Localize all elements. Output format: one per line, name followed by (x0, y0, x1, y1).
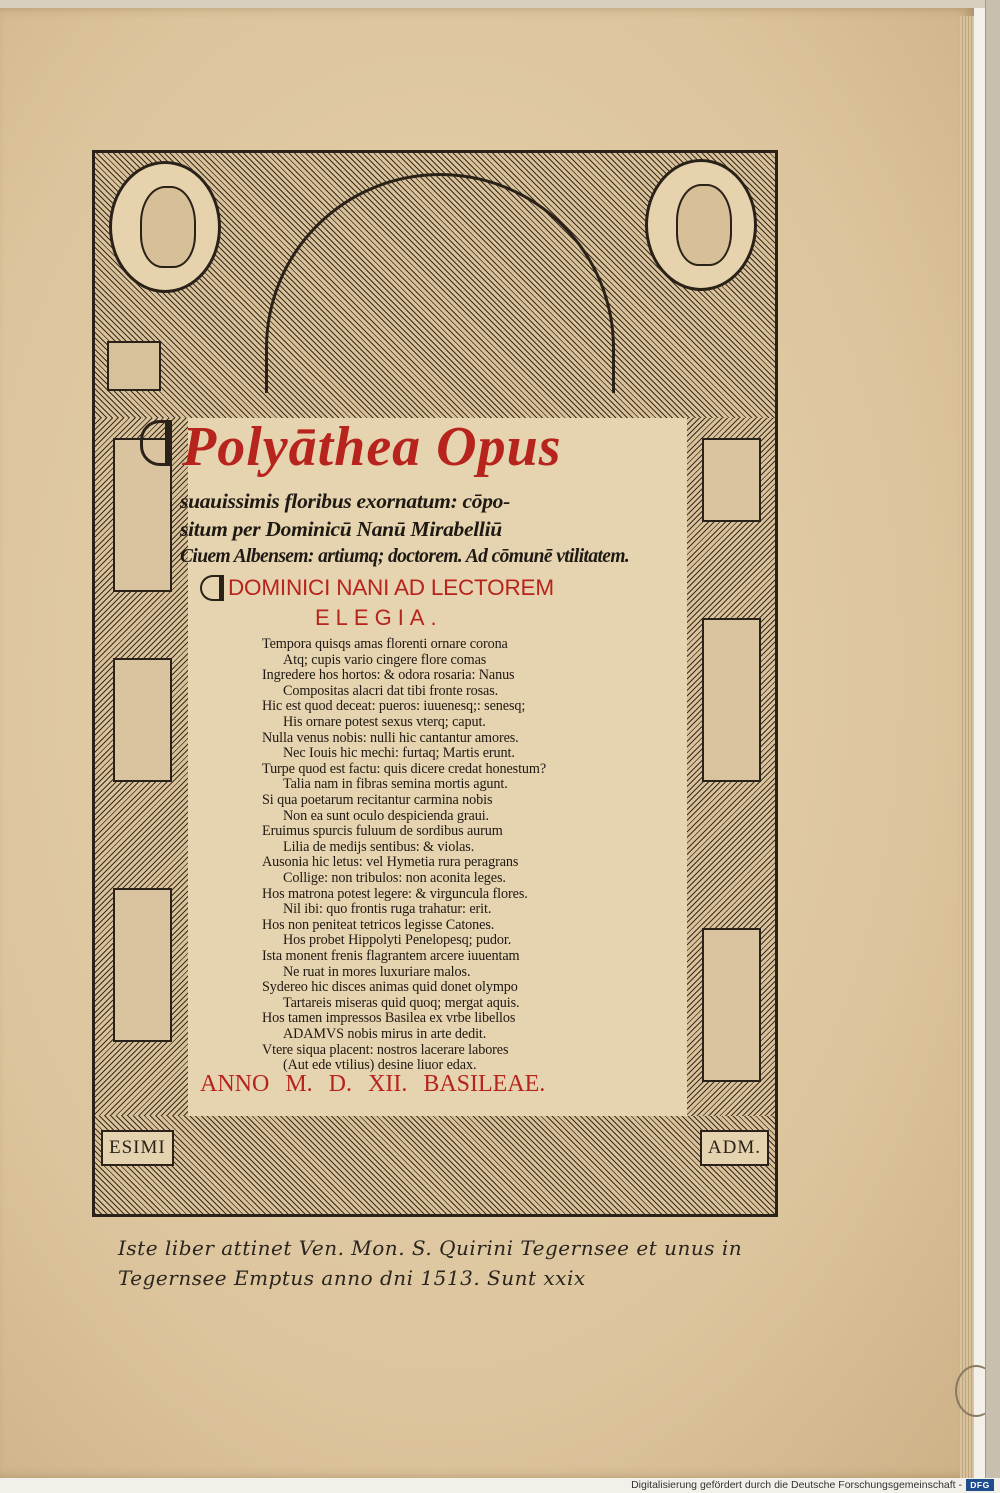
dfg-logo: DFG (966, 1479, 994, 1491)
left-portrait-medallion (109, 161, 221, 293)
cherub-ornament-icon (702, 438, 761, 522)
poem-line: (Aut ede vtilius) desine liuor edax. (283, 1057, 477, 1074)
poem-line: Ne ruat in mores luxuriare malos. (283, 963, 471, 980)
monogram-icon (107, 341, 161, 391)
poem-line: Ausonia hic letus: vel Hymetia rura peragrans (262, 854, 519, 871)
footer-credit: Digitalisierung gefördert durch die Deutsche Forschungsgemeinschaft - (631, 1479, 962, 1491)
woodcut-bottom-panel (95, 1116, 775, 1214)
cup-ornament-icon (113, 888, 172, 1042)
poem-line: Hos non peniteat tetricos legisse Catones. (262, 916, 495, 933)
poem-line: Non ea sunt oculo despicienda graui. (283, 807, 489, 824)
subtitle-line: suauissimis floribus exornatum: cōpo- (180, 489, 510, 513)
ornamental-arch (265, 173, 615, 393)
poem-line: Ista monent frenis flagrantem arcere iuuentam (262, 948, 520, 964)
pineapple-ornament-icon (113, 658, 172, 782)
poem-line: Nil ibi: quo frontis ruga trahatur: erit. (283, 901, 492, 918)
woodcut-left-column (95, 418, 188, 1118)
poem-line: Tempora quisqs amas florenti ornare corona (262, 636, 508, 652)
poem-line: Nec Iouis hic mechi: furtaq; Martis erunt. (283, 745, 515, 762)
subtitle-line: Ciuem Albensem: artiumq; doctorem. Ad cōmunē vtilitatem. (180, 546, 630, 567)
mask-ornament-icon (702, 928, 761, 1082)
poem-line: Lilia de medijs sentibus: & violas. (283, 838, 475, 855)
viewer-scroll-edge (985, 0, 1000, 1480)
footer (0, 1478, 1000, 1493)
pilcrow-icon (140, 420, 172, 466)
colophon: ANNO M. D. XII. BASILEAE. (200, 1071, 546, 1097)
poem-line: Si qua poetarum recitantur carmina nobis (262, 792, 493, 808)
poem-line: Compositas alacri dat tibi fronte rosas. (283, 682, 499, 699)
viewer-top-bar (0, 0, 1000, 8)
portrait-icon (140, 186, 196, 268)
poem-line: Eruimus spurcis fuluum de sordibus aurum (262, 823, 503, 840)
section-subheading: ELEGIA. (315, 605, 443, 630)
poem-line: Hos matrona potest legere: & virguncula flores. (262, 885, 528, 902)
poem-line: ADAMVS nobis mirus in arte dedit. (283, 1026, 487, 1042)
poem-line: His ornare potest sexus vterq; caput. (283, 714, 486, 730)
poem-line: Talia nam in fibras semina mortis agunt. (283, 776, 508, 793)
urn-ornament-icon (702, 618, 761, 782)
page-title: Polyāthea Opus (140, 420, 690, 474)
right-portrait-medallion (645, 159, 757, 291)
woodcut-plate-right: ADM. (700, 1130, 769, 1166)
poem-line: Hos tamen impressos Basilea ex vrbe libellos (262, 1010, 516, 1027)
page-edge (960, 16, 974, 1486)
poem-line: Collige: non tribulos: non aconita leges. (283, 870, 506, 886)
handwritten-note-line: Iste liber attinet Ven. Mon. S. Quirini Tegernsee et unus in (118, 1236, 743, 1260)
woodcut-right-column (687, 418, 775, 1118)
poem-line: Ingredere hos hortos: & odora rosaria: Nanus (262, 667, 515, 684)
woodcut-top-panel (95, 153, 775, 418)
poem-line: Sydereo hic disces animas quid donet olympo (262, 979, 518, 996)
section-heading: DOMINICI NANI AD LECTOREM (200, 575, 700, 601)
poem-line: Atq; cupis vario cingere flore comas (283, 651, 487, 668)
poem-line: Nulla venus nobis: nulli hic cantantur amores. (262, 729, 519, 746)
poem-line: Turpe quod est factu: quis dicere credat honestum? (262, 760, 547, 777)
poem-line: Tartareis miseras quid quoq; mergat aquis. (283, 994, 520, 1011)
handwritten-note-line: Tegernsee Emptus anno dni 1513. Sunt xxix (118, 1266, 586, 1290)
poem-line: Hic est quod deceat: pueros: iuuenesq;: senesq; (262, 698, 526, 715)
woodcut-plate-left: ESIMI (101, 1130, 174, 1166)
pilcrow-icon (200, 575, 224, 601)
portrait-icon (676, 184, 732, 266)
poem-line: Hos probet Hippolyti Penelopesq; pudor. (283, 932, 512, 949)
subtitle-line: situm per Dominicū Nanū Mirabelliū (180, 517, 502, 541)
poem-line: Vtere siqua placent: nostros lacerare labores (262, 1041, 509, 1058)
